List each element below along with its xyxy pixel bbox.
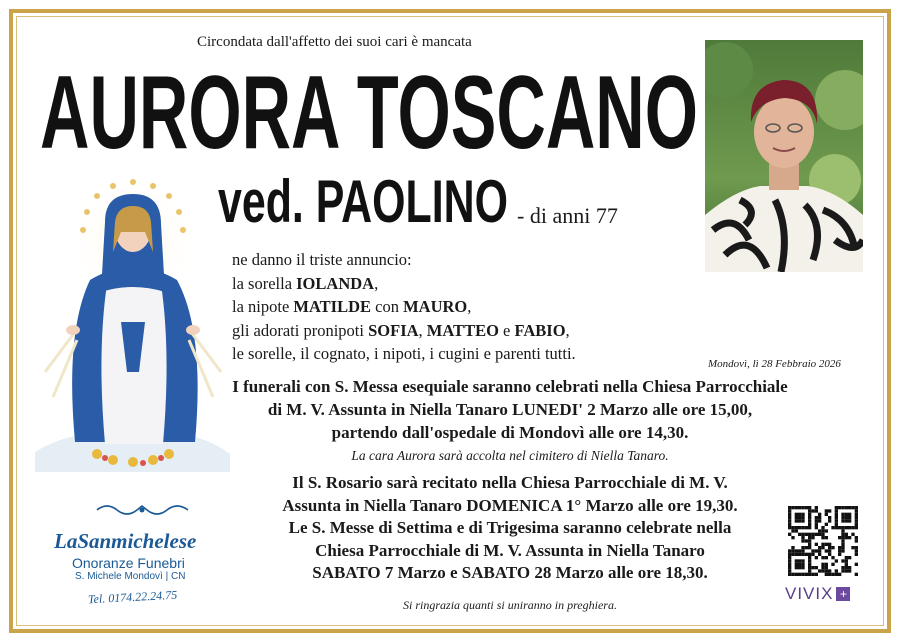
- grand-suffix: ,: [565, 320, 570, 340]
- niece-name: MATILDE: [293, 297, 372, 317]
- grand-and: e: [498, 320, 515, 340]
- married-name: [218, 170, 518, 230]
- family-lead: ne danno il triste annuncio:: [232, 250, 412, 269]
- thanks-note: Si ringrazia quanti si uniranno in preghiera.: [403, 598, 617, 612]
- deceased-name-text: AURORA TOSCANO: [40, 58, 698, 158]
- funeral-home-location: S. Michele Mondovì | CN: [75, 571, 186, 582]
- plus-icon: +: [836, 587, 850, 601]
- grandchild-1: SOFIA: [368, 320, 419, 340]
- niece-suffix: ,: [467, 297, 472, 317]
- ornament-icon: [95, 502, 190, 518]
- intro-line: Circondata dall'affetto dei suoi cari è mancata: [197, 34, 472, 50]
- rosary-line: Chiesa Parrocchiale di M. V. Assunta in Niella Tanaro: [315, 540, 705, 560]
- grandchild-3: FABIO: [514, 320, 566, 340]
- married-name-text: ved. PAOLINO: [218, 170, 508, 230]
- grandchild-2: MATTEO: [426, 320, 499, 340]
- funeral-home-name: LaSanmichelese: [54, 529, 197, 553]
- funeral-home-subtitle: Onoranze Funebri: [72, 555, 185, 571]
- cemetery-note: La cara Aurora sarà accolta nel cimitero di Niella Tanaro.: [351, 448, 669, 463]
- vivix-text: VIVIX: [785, 584, 834, 603]
- age-label: - di anni 77: [517, 203, 618, 228]
- niece-partner-name: MAURO: [403, 297, 468, 317]
- funeral-line: I funerali con S. Messa esequiale saranno celebrati nella Chiesa Parrocchiale: [232, 377, 788, 396]
- deceased-photo: [705, 40, 863, 272]
- grand-sep: ,: [418, 320, 427, 340]
- grand-prefix: gli adorati pronipoti: [232, 320, 369, 340]
- deceased-name: [40, 58, 698, 158]
- family-others-line: le sorelle, il cognato, i nipoti, i cugini e parenti tutti.: [232, 344, 576, 364]
- niece-prefix: la nipote: [232, 297, 294, 317]
- vivix-logo: [785, 584, 850, 604]
- rosary-line: Il S. Rosario sarà recitato nella Chiesa Parrocchiale di M. V.: [292, 473, 728, 492]
- place-date: Mondovì, lì 28 Febbraio 2026: [708, 358, 841, 370]
- family-niece-line: [232, 295, 576, 319]
- rosary-line: SABATO 7 Marzo e SABATO 28 Marzo alle ore 18,30.: [312, 563, 708, 583]
- family-announcement: [232, 248, 576, 366]
- funeral-line: di M. V. Assunta in Niella Tanaro LUNEDI' 2 Marzo alle ore 15,00,: [267, 399, 753, 419]
- funeral-home-phone: Tel. 0174.22.24.75: [87, 587, 178, 607]
- sister-prefix: la sorella: [232, 273, 297, 293]
- rosary-details: [215, 472, 805, 585]
- sister-name: IOLANDA: [296, 273, 375, 293]
- rosary-line: Le S. Messe di Settima e di Trigesima saranno celebrate nella: [288, 518, 732, 538]
- funeral-line: partendo dall'ospedale di Mondovì alle ore 14,30.: [331, 422, 689, 442]
- madonna-image: [35, 172, 230, 477]
- rosary-line: Assunta in Niella Tanaro DOMENICA 1° Marzo alle ore 19,30.: [282, 495, 738, 515]
- funeral-details: [215, 376, 805, 444]
- family-grandchildren-line: [232, 319, 576, 343]
- qr-code[interactable]: [788, 506, 858, 576]
- family-sister-line: [232, 272, 576, 296]
- niece-with: con: [371, 297, 404, 317]
- sister-suffix: ,: [374, 273, 379, 293]
